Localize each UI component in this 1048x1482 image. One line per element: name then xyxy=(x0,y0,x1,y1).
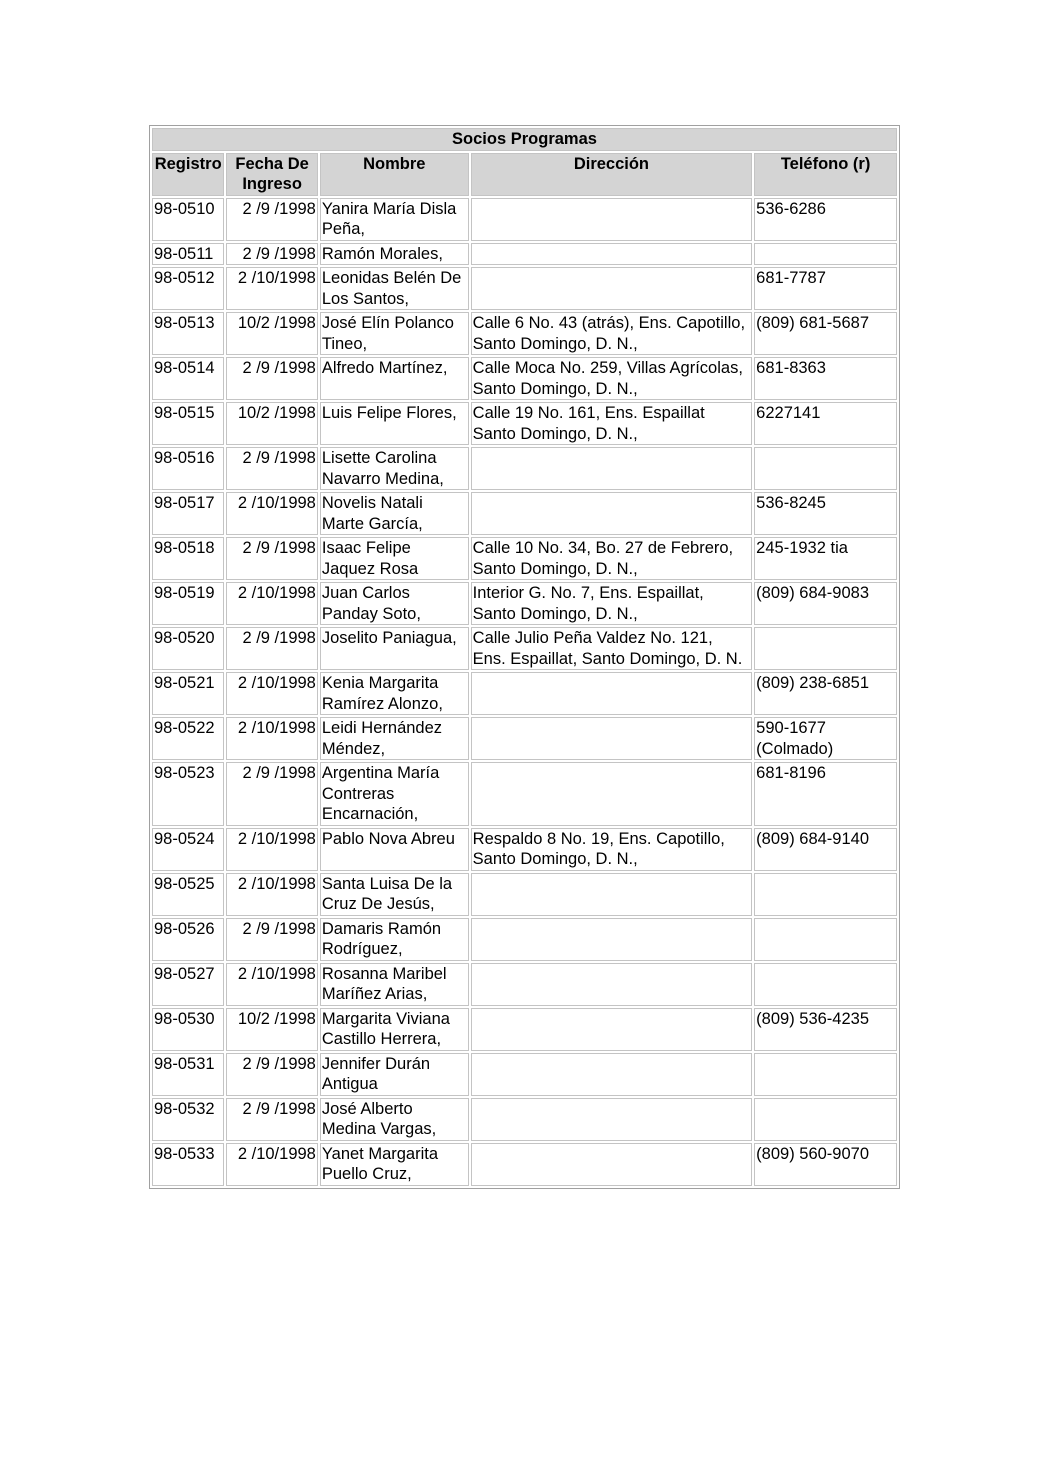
cell-registro: 98-0513 xyxy=(152,312,224,355)
cell-nombre: Yanet Margarita Puello Cruz, xyxy=(320,1143,469,1186)
cell-registro: 98-0522 xyxy=(152,717,224,760)
cell-direccion: Interior G. No. 7, Ens. Espaillat, Santo Domingo, D. N., xyxy=(471,582,753,625)
cell-telefono: 681-7787 xyxy=(754,267,897,310)
table-title: Socios Programas xyxy=(152,128,897,151)
cell-telefono: (809) 560-9070 xyxy=(754,1143,897,1186)
cell-registro: 98-0524 xyxy=(152,828,224,871)
cell-registro: 98-0510 xyxy=(152,198,224,241)
cell-nombre: Joselito Paniagua, xyxy=(320,627,469,670)
socios-table xyxy=(149,125,900,1189)
cell-nombre: Alfredo Martínez, xyxy=(320,357,469,400)
cell-nombre: Lisette Carolina Navarro Medina, xyxy=(320,447,469,490)
table-row xyxy=(152,267,897,310)
cell-direccion: Calle 19 No. 161, Ens. Espaillat Santo Domingo, D. N., xyxy=(471,402,753,445)
table-row xyxy=(152,1053,897,1096)
cell-fecha: 2 /9 /1998 xyxy=(226,537,317,580)
cell-telefono: (809) 238-6851 xyxy=(754,672,897,715)
table-row xyxy=(152,717,897,760)
cell-registro: 98-0512 xyxy=(152,267,224,310)
cell-telefono xyxy=(754,1053,897,1096)
cell-telefono: 536-8245 xyxy=(754,492,897,535)
cell-direccion: Calle 6 No. 43 (atrás), Ens. Capotillo, Santo Domingo, D. N., xyxy=(471,312,753,355)
column-header-direccion: Dirección xyxy=(471,153,753,196)
cell-telefono xyxy=(754,918,897,961)
table-row xyxy=(152,873,897,916)
cell-registro: 98-0532 xyxy=(152,1098,224,1141)
column-header-telefono: Teléfono (r) xyxy=(754,153,897,196)
cell-direccion xyxy=(471,1098,753,1141)
cell-fecha: 2 /9 /1998 xyxy=(226,198,317,241)
cell-registro: 98-0519 xyxy=(152,582,224,625)
table-row xyxy=(152,828,897,871)
cell-telefono xyxy=(754,1098,897,1141)
cell-fecha: 2 /10/1998 xyxy=(226,873,317,916)
table-body xyxy=(152,198,897,1186)
cell-direccion: Respaldo 8 No. 19, Ens. Capotillo, Santo Domingo, D. N., xyxy=(471,828,753,871)
cell-registro: 98-0516 xyxy=(152,447,224,490)
cell-direccion xyxy=(471,873,753,916)
table-row xyxy=(152,1143,897,1186)
cell-direccion xyxy=(471,762,753,826)
cell-registro: 98-0520 xyxy=(152,627,224,670)
cell-nombre: Yanira María Disla Peña, xyxy=(320,198,469,241)
column-header-registro: Registro xyxy=(152,153,224,196)
cell-fecha: 2 /9 /1998 xyxy=(226,918,317,961)
cell-nombre: José Elín Polanco Tineo, xyxy=(320,312,469,355)
cell-nombre: Damaris Ramón Rodríguez, xyxy=(320,918,469,961)
cell-fecha: 2 /9 /1998 xyxy=(226,762,317,826)
cell-fecha: 10/2 /1998 xyxy=(226,402,317,445)
cell-telefono: (809) 681-5687 xyxy=(754,312,897,355)
cell-fecha: 2 /9 /1998 xyxy=(226,627,317,670)
cell-direccion xyxy=(471,267,753,310)
cell-nombre: Margarita Viviana Castillo Herrera, xyxy=(320,1008,469,1051)
cell-fecha: 2 /9 /1998 xyxy=(226,243,317,266)
table-row xyxy=(152,762,897,826)
table-row xyxy=(152,537,897,580)
cell-fecha: 2 /10/1998 xyxy=(226,963,317,1006)
cell-nombre: Juan Carlos Panday Soto, xyxy=(320,582,469,625)
cell-telefono: 590-1677 (Colmado) xyxy=(754,717,897,760)
cell-registro: 98-0521 xyxy=(152,672,224,715)
cell-nombre: Luis Felipe Flores, xyxy=(320,402,469,445)
cell-nombre: Leidi Hernández Méndez, xyxy=(320,717,469,760)
cell-registro: 98-0531 xyxy=(152,1053,224,1096)
cell-registro: 98-0523 xyxy=(152,762,224,826)
table-row xyxy=(152,1008,897,1051)
cell-registro: 98-0527 xyxy=(152,963,224,1006)
cell-direccion: Calle 10 No. 34, Bo. 27 de Febrero, Santo Domingo, D. N., xyxy=(471,537,753,580)
table-row xyxy=(152,243,897,266)
cell-telefono xyxy=(754,963,897,1006)
table-row xyxy=(152,1098,897,1141)
cell-fecha: 2 /10/1998 xyxy=(226,828,317,871)
cell-nombre: Isaac Felipe Jaquez Rosa xyxy=(320,537,469,580)
cell-telefono: 6227141 xyxy=(754,402,897,445)
column-header-fecha: Fecha De Ingreso xyxy=(226,153,317,196)
table-row xyxy=(152,627,897,670)
cell-nombre: Kenia Margarita Ramírez Alonzo, xyxy=(320,672,469,715)
cell-nombre: Rosanna Maribel Maríñez Arias, xyxy=(320,963,469,1006)
cell-fecha: 2 /9 /1998 xyxy=(226,447,317,490)
cell-registro: 98-0515 xyxy=(152,402,224,445)
cell-registro: 98-0518 xyxy=(152,537,224,580)
cell-registro: 98-0533 xyxy=(152,1143,224,1186)
table-row xyxy=(152,672,897,715)
cell-nombre: Ramón Morales, xyxy=(320,243,469,266)
cell-direccion xyxy=(471,1008,753,1051)
cell-fecha: 2 /10/1998 xyxy=(226,717,317,760)
cell-direccion: Calle Julio Peña Valdez No. 121, Ens. Espaillat, Santo Domingo, D. N. xyxy=(471,627,753,670)
cell-nombre: Leonidas Belén De Los Santos, xyxy=(320,267,469,310)
cell-registro: 98-0511 xyxy=(152,243,224,266)
cell-fecha: 2 /9 /1998 xyxy=(226,1053,317,1096)
cell-registro: 98-0530 xyxy=(152,1008,224,1051)
cell-telefono xyxy=(754,873,897,916)
cell-direccion xyxy=(471,492,753,535)
cell-direccion xyxy=(471,447,753,490)
cell-fecha: 2 /9 /1998 xyxy=(226,357,317,400)
cell-nombre: Santa Luisa De la Cruz De Jesús, xyxy=(320,873,469,916)
cell-direccion xyxy=(471,918,753,961)
cell-registro: 98-0526 xyxy=(152,918,224,961)
cell-nombre: Jennifer Durán Antigua xyxy=(320,1053,469,1096)
cell-fecha: 2 /9 /1998 xyxy=(226,1098,317,1141)
cell-direccion xyxy=(471,1143,753,1186)
table-row xyxy=(152,198,897,241)
cell-telefono: (809) 684-9083 xyxy=(754,582,897,625)
cell-direccion xyxy=(471,1053,753,1096)
cell-fecha: 10/2 /1998 xyxy=(226,312,317,355)
cell-telefono xyxy=(754,243,897,266)
cell-direccion xyxy=(471,672,753,715)
cell-fecha: 2 /10/1998 xyxy=(226,492,317,535)
cell-direccion xyxy=(471,963,753,1006)
cell-nombre: Novelis Natali Marte García, xyxy=(320,492,469,535)
cell-fecha: 2 /10/1998 xyxy=(226,582,317,625)
cell-telefono xyxy=(754,447,897,490)
cell-direccion xyxy=(471,198,753,241)
cell-fecha: 2 /10/1998 xyxy=(226,1143,317,1186)
table-row xyxy=(152,963,897,1006)
table-row xyxy=(152,402,897,445)
cell-direccion: Calle Moca No. 259, Villas Agrícolas, Santo Domingo, D. N., xyxy=(471,357,753,400)
cell-fecha: 10/2 /1998 xyxy=(226,1008,317,1051)
cell-nombre: Argentina María Contreras Encarnación, xyxy=(320,762,469,826)
table-row xyxy=(152,918,897,961)
column-header-nombre: Nombre xyxy=(320,153,469,196)
cell-telefono: 536-6286 xyxy=(754,198,897,241)
table-row xyxy=(152,492,897,535)
cell-telefono: (809) 684-9140 xyxy=(754,828,897,871)
table-row xyxy=(152,582,897,625)
cell-direccion xyxy=(471,717,753,760)
cell-nombre: José Alberto Medina Vargas, xyxy=(320,1098,469,1141)
cell-fecha: 2 /10/1998 xyxy=(226,267,317,310)
cell-registro: 98-0514 xyxy=(152,357,224,400)
cell-telefono: (809) 536-4235 xyxy=(754,1008,897,1051)
cell-telefono: 681-8363 xyxy=(754,357,897,400)
cell-fecha: 2 /10/1998 xyxy=(226,672,317,715)
cell-direccion xyxy=(471,243,753,266)
cell-registro: 98-0517 xyxy=(152,492,224,535)
cell-telefono: 681-8196 xyxy=(754,762,897,826)
cell-nombre: Pablo Nova Abreu xyxy=(320,828,469,871)
table-row xyxy=(152,447,897,490)
cell-telefono xyxy=(754,627,897,670)
table-row xyxy=(152,312,897,355)
cell-telefono: 245-1932 tia xyxy=(754,537,897,580)
table-row xyxy=(152,357,897,400)
cell-registro: 98-0525 xyxy=(152,873,224,916)
